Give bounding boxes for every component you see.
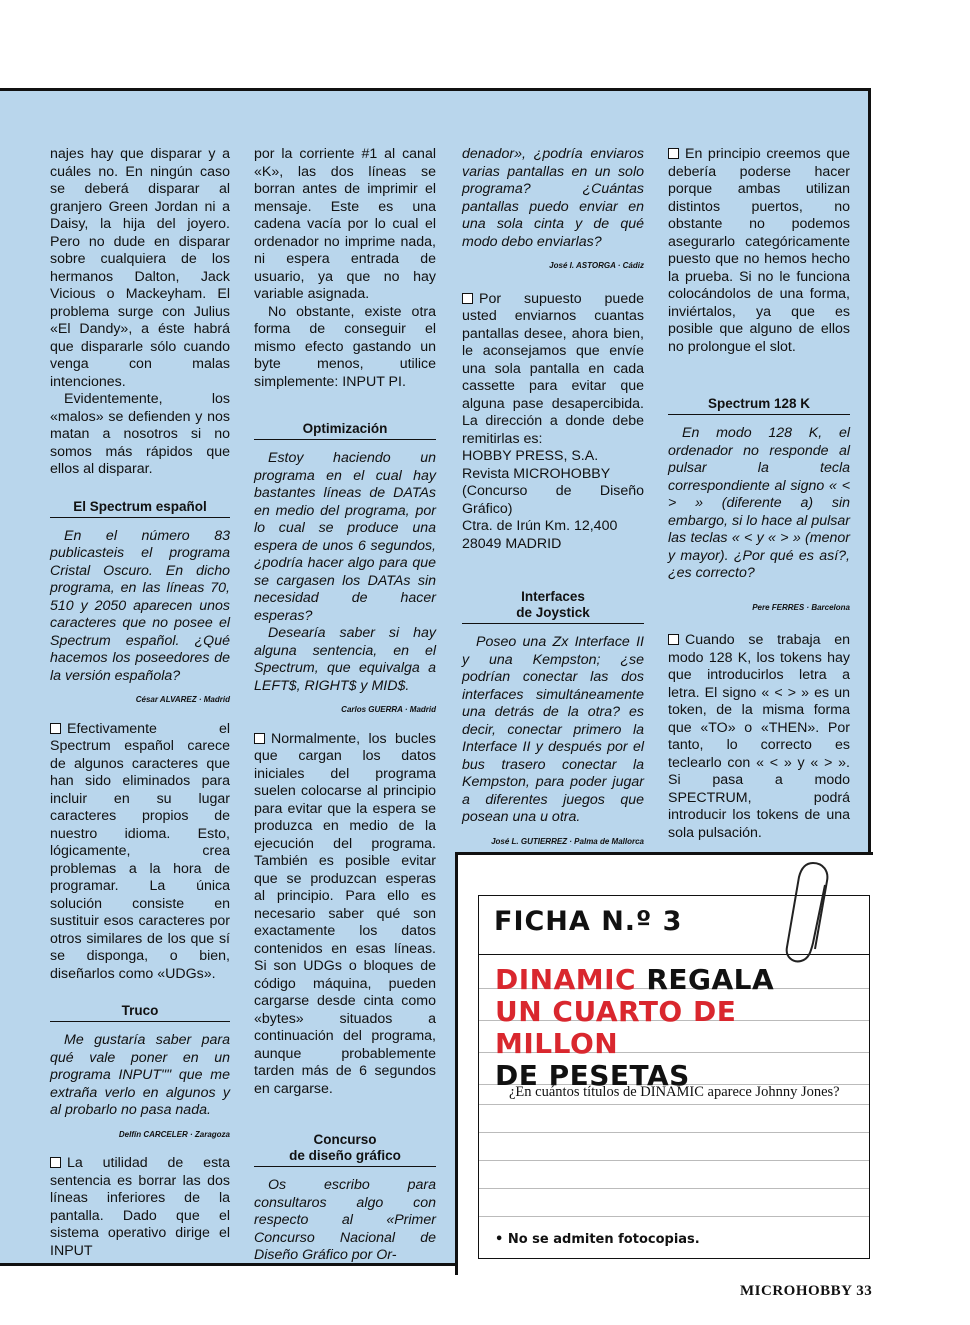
reader-signature: José I. ASTORGA · Cádiz [549,261,644,270]
ruled-line [479,1132,869,1133]
ficha-title: FICHA N.º 3 [494,906,683,937]
checkbox-bullet-icon [254,733,265,744]
checkbox-bullet-icon [50,1157,61,1168]
address-line: HOBBY PRESS, S.A. [462,448,599,464]
column-3 [462,146,644,862]
answer-paragraph [462,291,644,449]
answer-text: Efectivamente el Spectrum español carece de algunos caracteres que han sido eliminados para incluir en su lugar caracteres propios de nuestro idioma. Esto, lógicamente, crea problemas a la hora de programar. La única solución consiste en sustituir esos caracteres por otros similares de los que sí se disponga, o bien, diseñarlos como «UDGs». [50,720,230,982]
answer-paragraph [668,146,850,356]
ruled-line [479,1188,869,1189]
reader-signature: José L. GUTIERREZ · Palma de Mallorca [491,836,644,846]
section-heading: Spectrum 128 K [668,396,850,415]
reader-question: Me gustaría saber para qué vale poner en un programa INPUT"" que me extraña verlo en algunos y al probarlo no pasa nada. [50,1032,230,1118]
answer-paragraph [50,1155,230,1260]
headline-line: UN CUARTO DE MILLON [495,995,737,1060]
heading-line: Interfaces [521,589,585,604]
headline-line [495,964,869,996]
checkbox-bullet-icon [668,634,679,645]
body-paragraph: No obstante, existe otra forma de conseguir el mismo efecto gastando un byte menos, utilice simplemente: INPUT PI. [254,303,436,390]
heading-line: Concurso [313,1132,377,1147]
checkbox-bullet-icon [50,723,61,734]
heading-line: de diseño gráfico [289,1148,401,1163]
address-line: (Concurso de Diseño Gráfico) [462,483,644,517]
section-heading: Optimización [254,421,436,440]
reader-signature: César ALVAREZ · Madrid [135,695,230,704]
section-heading [462,589,644,624]
reader-question: En el número 83 publicasteis el programa Cristal Oscuro. En dicho programa, en las líneas 70, 510 y 2050 aparecen unos caracteres que no posee el Spectrum español. ¿Qué hacemos los poseedores de la versión española? [50,527,230,684]
reader-signature: Delfín CARCELER · Zaragoza [118,1129,230,1139]
reader-question: denador», ¿podría enviaros varias pantallas en un solo programa? ¿Cuántas pantallas puedo enviar en una sola cinta y de qué modo debo enviarlas? [462,146,644,250]
photocopy-note: • No se admiten fotocopias. [495,1232,700,1247]
answer-text: Normalmente, los bucles que cargan los datos iniciales del programa suelen colocarse al principio para evitar que la espera se produzca en medio de la ejecución del programa. También es posible evitar que se produzcan esperas al principio. Para ello es necesario saber qué son exactamente los datos contenidos en esas líneas. Si son UDGs o bloques de código máquina, pueden cargarse desde cinta como «bytes» situados a continuación del programa, aunque probablemente tarden más de 6 segundos en cargarse. [254,730,436,1097]
reader-question: Estoy haciendo un programa en el cual hay bastantes líneas de DATAs en medio del programa, por lo cual se produce una espera de unos 6 segundos, ¿podría hacer algo para que se cargasen los DATAs sin necesidad de hacer esperas? [254,450,436,624]
address-line: 28049 MADRID [462,535,562,552]
checkbox-bullet-icon [668,148,679,159]
answer-text: La utilidad de esta sentencia es borrar las dos líneas inferiores de la pantalla. Dado que el sistema operativo dirige el INPUT [50,1155,230,1259]
answer-paragraph [50,721,230,984]
contest-question: ¿En cuántos títulos de DINAMIC aparece Johnny Jones? [509,1084,840,1100]
paper-clip-icon [783,855,843,965]
column-4 [668,146,850,842]
reader-question: Desearía saber si hay alguna sentencia, en el Spectrum, que equivalga a LEFT$, RIGHT$ y MID$. [254,625,436,694]
answer-text: En principio creemos que debería poderse hacer porque ambas utilizan distintos puertos, no obstante no podemos asegurarlo categóricamente puesto que no hemos hecho la prueba. Si no le funciona colocándolos de una forma, inviértalos, ya que es posible que alguno de ellos no prolongue el slot. [668,146,850,355]
reader-signature: Carlos GUERRA · Madrid [341,705,436,714]
page-footer: MICROHOBBY 33 [740,1283,873,1299]
answer-text: Cuando se trabaja en modo 128 K, los tokens hay que introducirlos letra a letra. El signo « < > » es un token, de la misma forma que «TO» o «THEN». Por tanto, lo correcto es teclearlo con « < » y « > ». Si pasa a modo SPECTRUM, podrá introducir los tokens de una sola pulsación. [668,632,850,841]
ruled-line [479,1104,869,1105]
brand-name: DINAMIC [495,963,637,996]
reader-question: Poseo una Zx Interface II y una Kempston; ¿se podrían conectar las dos interfaces simultáneamente una detrás de la otra? es decir, conectar primero la Interface II y después por el bus trasero conectar la Kempston, para poder jugar a diferentes juegos que posean una u otra. [462,634,644,825]
checkbox-bullet-icon [462,293,473,304]
ruled-line [479,1216,869,1217]
reader-question: Os escribo para consultaros algo con respecto al «Primer Concurso Nacional de Diseño Gráfico por Or- [254,1177,436,1263]
section-heading: Truco [50,1003,230,1022]
address-line: Ctra. de Irún Km. 12,400 [462,518,618,534]
body-paragraph: Evidentemente, los «malos» se defienden y nos matan a nosotros si no somos más rápidos que ellos al disparar. [50,391,230,477]
headline-text: REGALA [636,963,775,996]
answer-paragraph [668,632,850,842]
address-line: Revista MICROHOBBY [462,465,611,482]
section-heading: El Spectrum español [50,499,230,518]
answer-paragraph [254,731,436,1099]
reader-signature: Pere FERRES · Barcelona [752,602,850,612]
answer-text: Por supuesto puede usted enviarnos cuantas pantallas desee, ahora bien, le aconsejamos que envíe una sola pantalla en cada cassette para evitar que alguna pase desapercibida. La dirección a donde debe remitirlas es: [462,290,644,447]
ruled-line [479,1160,869,1161]
body-paragraph: najes hay que disparar y a cuáles no. En ningún caso se deberá disparar al granjero Green Jordan ni a Daisy, la hija del joyero. Pero no dude en disparar sobre cualquiera de los hermanos Dalton, Jack Vicious o Mackeyham. El problema surge con Julius «El Dandy», a éste habrá que dispararle sólo cuando venga con malas intenciones. [50,146,230,390]
column-1 [50,146,230,1260]
reader-question: En modo 128 K, el ordenador no responde al pulsar la tecla correspondiente al signo « < > » (diferente a) sin embargo, si lo hace al pulsar las teclas « < y « > » (menor y mayor). ¿Por qué es así?, ¿es correcto? [668,425,850,581]
headline-line: DE PESETAS [495,1059,690,1092]
section-heading [254,1132,436,1167]
heading-line: de Joystick [516,605,590,620]
body-paragraph: por la corriente #1 al canal «K», las dos líneas se borran antes de imprimir el mensaje. Este es una cadena vacía por lo cual el ordenador no imprime nada, ni espera entrada de usuario, ya que no hay variable asignada. [254,146,436,302]
column-2 [254,146,436,1265]
promo-headline [495,964,869,1092]
